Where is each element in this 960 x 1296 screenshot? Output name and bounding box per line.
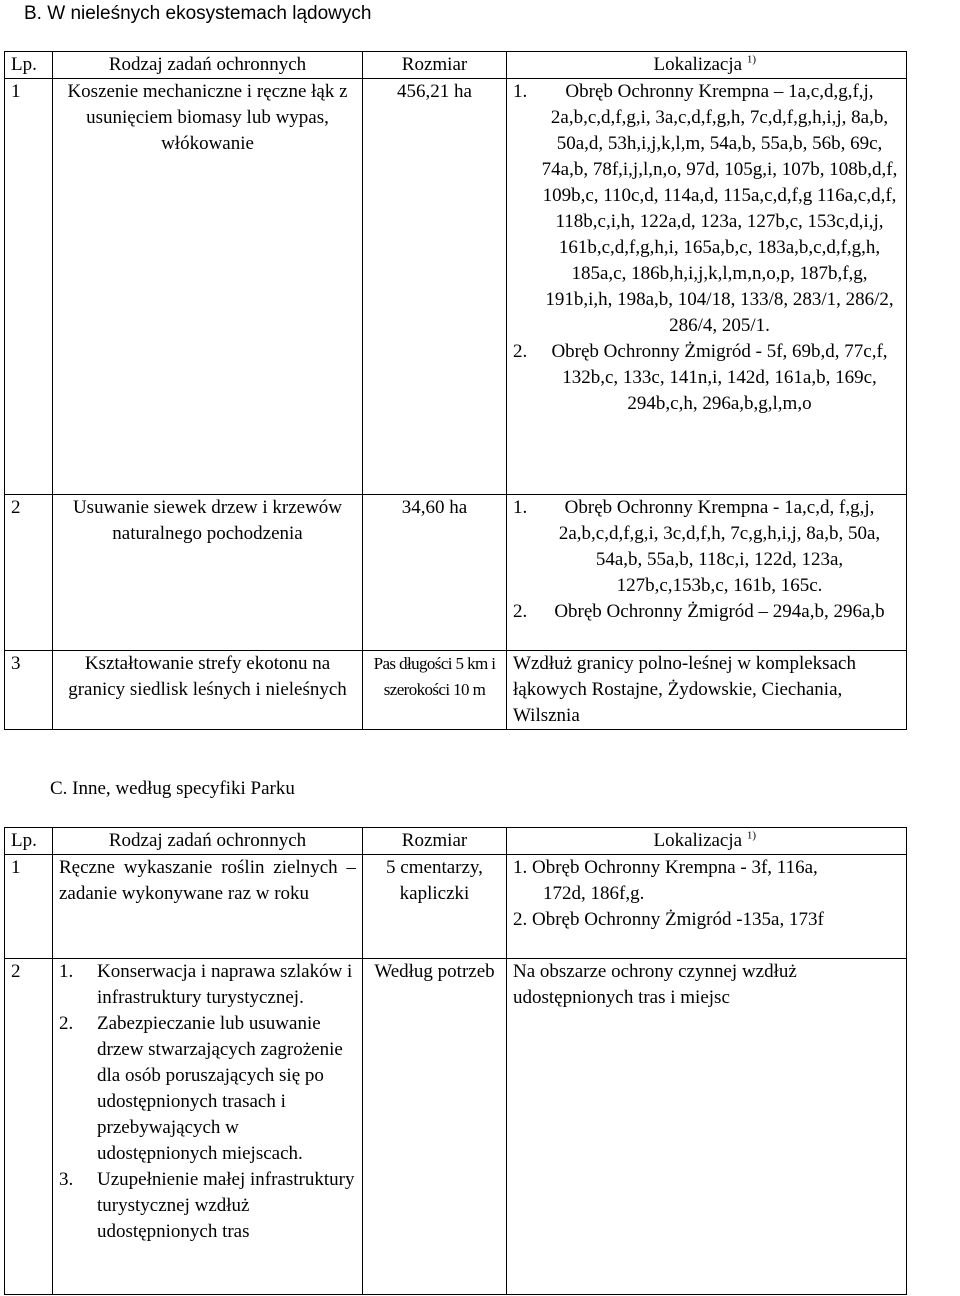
table-row	[5, 79, 907, 495]
header-size: Rozmiar	[363, 828, 507, 855]
header-task: Rodzaj zadań ochronnych	[53, 828, 363, 855]
row-task: Usuwanie siewek drzew i krzewów naturalnego pochodzenia	[53, 495, 363, 651]
section-b-title: B. W nieleśnych ekosystemach lądowych	[24, 3, 372, 24]
section-b-table	[4, 51, 907, 730]
row-size: Pas długości 5 km i szerokości 10 m	[363, 651, 507, 730]
row-location: Na obszarze ochrony czynnej wzdłuż udostępnionych tras i miejsc	[507, 959, 907, 1295]
row-lp: 3	[5, 651, 53, 730]
row-size: 34,60 ha	[363, 495, 507, 651]
location-line: 1. Obręb Ochronny Krempna - 3f, 116a,	[513, 857, 818, 878]
table-header-row	[5, 828, 907, 855]
location-line: 172d, 186f,g.	[543, 883, 645, 904]
task-item: 1. Konserwacja i naprawa szlaków i infrastruktury turystycznej.	[59, 961, 353, 1008]
section-c-title: C. Inne, według specyfiki Parku	[50, 778, 295, 799]
row-lp: 1	[5, 855, 53, 959]
row-task: Ręczne wykaszanie roślin zielnych – zadanie wykonywane raz w roku	[53, 855, 363, 959]
row-location	[507, 855, 907, 959]
task-item: 2. Zabezpieczanie lub usuwanie drzew stwarzających zagrożenie dla osób poruszających się po udostępnionych trasach i przebywających w udostępnionych miejscach.	[59, 1013, 343, 1164]
row-size: Według potrzeb	[363, 959, 507, 1295]
header-task: Rodzaj zadań ochronnych	[53, 52, 363, 79]
location-item: 2. Obręb Ochronny Żmigród – 294a,b, 296a,b	[513, 601, 885, 622]
task-item: 3. Uzupełnienie małej infrastruktury turystycznej wzdłuż udostępnionych tras	[59, 1169, 355, 1242]
location-line: 2. Obręb Ochronny Żmigród -135a, 173f	[513, 909, 824, 930]
table-row	[5, 959, 907, 1295]
row-task: Koszenie mechaniczne i ręczne łąk z usunięciem biomasy lub wypas, włókowanie	[53, 79, 363, 495]
section-c-table	[4, 827, 907, 1295]
header-size: Rozmiar	[363, 52, 507, 79]
row-lp: 1	[5, 79, 53, 495]
header-location: Lokalizacja $^{1)}$	[507, 828, 907, 855]
row-location: Wzdłuż granicy polno-leśnej w kompleksach łąkowych Rostajne, Żydowskie, Ciechania, Wilsznia	[507, 651, 907, 730]
header-lp: Lp.	[5, 828, 53, 855]
row-size: 5 cmentarzy, kapliczki	[363, 855, 507, 959]
row-size: 456,21 ha	[363, 79, 507, 495]
row-location	[507, 79, 907, 495]
row-task: Kształtowanie strefy ekotonu na granicy siedlisk leśnych i nieleśnych	[53, 651, 363, 730]
header-lp: Lp.	[5, 52, 53, 79]
header-location: Lokalizacja $^{1)}$	[507, 52, 907, 79]
location-item: 1. Obręb Ochronny Krempna – 1a,c,d,g,f,j, 2a,b,c,d,f,g,i, 3a,c,d,f,g,h, 7c,d,f,g,h,i,j, 8a,b, 50a,d, 53h,i,j,k,l,m, 54a,b, 55a,b, 56b, 69c, 74a,b, 78f,i,j,l,n,o, 97d, 105g,i, 107b, 108b,d,f, 109b,c, 110c,d, 114a,d, 115a,c,d,f,g 116a,c,d,f, 118b,c,i,h, 122a,d, 123a, 127b,c, 153c,d,i,j, 161b,c,d,f,g,h,i, 165a,b,c, 183a,b,c,d,f,g,h, 185a,c, 186b,h,i,j,k,l,m,n,o,p, 187b,f,g, 191b,i,h, 198a,b, 104/18, 133/8, 283/1, 286/2, 286/4, 205/1.	[513, 81, 898, 336]
table-row	[5, 495, 907, 651]
location-item: 1. Obręb Ochronny Krempna - 1a,c,d, f,g,j, 2a,b,c,d,f,g,i, 3c,d,f,h, 7c,g,h,i,j, 8a,b, 50a, 54a,b, 55a,b, 118c,i, 122d, 123a, 127b,c,153b,c, 161b, 165c.	[513, 497, 881, 596]
location-item: 2. Obręb Ochronny Żmigród - 5f, 69b,d, 77c,f, 132b,c, 133c, 141n,i, 142d, 161a,b, 169c, 294b,c,h, 296a,b,g,l,m,o	[513, 341, 888, 414]
row-location	[507, 495, 907, 651]
table-row	[5, 855, 907, 959]
table-header-row	[5, 52, 907, 79]
row-lp: 2	[5, 495, 53, 651]
table-row	[5, 651, 907, 730]
row-lp: 2	[5, 959, 53, 1295]
row-task	[53, 959, 363, 1295]
